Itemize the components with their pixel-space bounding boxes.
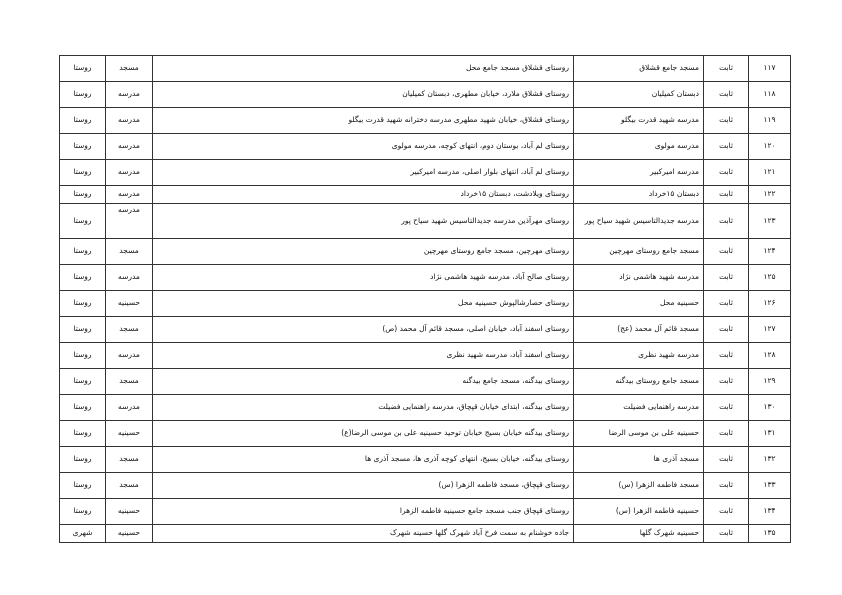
table-row xyxy=(60,473,791,499)
area-type-cell: روستا xyxy=(60,82,106,108)
place-name-cell: مسجد آذری ها xyxy=(574,447,704,473)
table-row xyxy=(60,82,791,108)
place-name-cell: مسجد قائم آل محمد (عج) xyxy=(574,317,704,343)
status-cell: ثابت xyxy=(704,447,749,473)
table-row xyxy=(60,204,791,239)
address-cell: روستای بیدگنه، مسجد جامع بیدگنه xyxy=(153,369,574,395)
status-cell: ثابت xyxy=(704,134,749,160)
address-cell: روستای قپچاق، مسجد فاطمه الزهرا (س) xyxy=(153,473,574,499)
row-number: ۱۱۸ xyxy=(749,82,791,108)
status-cell: ثابت xyxy=(704,291,749,317)
place-name-cell: مسجد فاطمه الزهرا (س) xyxy=(574,473,704,499)
place-type-cell: حسینیه xyxy=(106,291,153,317)
status-cell: ثابت xyxy=(704,82,749,108)
place-type-cell: مدرسه xyxy=(106,108,153,134)
place-name-cell: مسجد جامع قشلاق xyxy=(574,56,704,82)
place-type-cell: مسجد xyxy=(106,56,153,82)
area-type-cell: روستا xyxy=(60,56,106,82)
row-number: ۱۳۱ xyxy=(749,421,791,447)
address-cell: روستای صالح آباد، مدرسه شهید هاشمی نژاد xyxy=(153,265,574,291)
table-row xyxy=(60,525,791,543)
status-cell: ثابت xyxy=(704,499,749,525)
place-type-cell: مدرسه xyxy=(106,265,153,291)
place-type-cell: مسجد xyxy=(106,239,153,265)
row-number: ۱۳۰ xyxy=(749,395,791,421)
row-number: ۱۳۵ xyxy=(749,525,791,543)
place-type-cell: مدرسه xyxy=(106,343,153,369)
table-row xyxy=(60,447,791,473)
place-name-cell: دبستان کمیلیان xyxy=(574,82,704,108)
row-number: ۱۲۲ xyxy=(749,186,791,204)
row-number: ۱۲۹ xyxy=(749,369,791,395)
table-row xyxy=(60,369,791,395)
place-name-cell: مسجد جامع روستای مهرچین xyxy=(574,239,704,265)
status-cell: ثابت xyxy=(704,265,749,291)
row-number: ۱۳۳ xyxy=(749,473,791,499)
area-type-cell: روستا xyxy=(60,447,106,473)
table-row xyxy=(60,134,791,160)
area-type-cell: روستا xyxy=(60,343,106,369)
row-number: ۱۲۰ xyxy=(749,134,791,160)
place-type-cell: حسینیه xyxy=(106,499,153,525)
address-cell: روستای ویلادشت، دبستان ۱۵خرداد xyxy=(153,186,574,204)
row-number: ۱۲۸ xyxy=(749,343,791,369)
place-name-cell: مدرسه شهید هاشمی نژاد xyxy=(574,265,704,291)
status-cell: ثابت xyxy=(704,186,749,204)
place-type-cell: مدرسه xyxy=(106,82,153,108)
table-row xyxy=(60,56,791,82)
place-name-cell: مدرسه شهید نظری xyxy=(574,343,704,369)
address-cell: روستای لم آباد، بوستان دوم، انتهای کوچه، مدرسه مولوی xyxy=(153,134,574,160)
place-name-cell: دبستان ۱۵خرداد xyxy=(574,186,704,204)
row-number: ۱۱۹ xyxy=(749,108,791,134)
table-body xyxy=(60,56,791,543)
place-type-cell: مسجد xyxy=(106,317,153,343)
table-row xyxy=(60,108,791,134)
place-name-cell: مسجد جامع روستای بیدگنه xyxy=(574,369,704,395)
row-number: ۱۱۷ xyxy=(749,56,791,82)
address-cell: روستای اسفند آباد، مدرسه شهید نظری xyxy=(153,343,574,369)
row-number: ۱۲۵ xyxy=(749,265,791,291)
place-type-cell: مدرسه xyxy=(106,160,153,186)
place-type-cell: مسجد xyxy=(106,473,153,499)
row-number: ۱۳۲ xyxy=(749,447,791,473)
area-type-cell: روستا xyxy=(60,473,106,499)
area-type-cell: روستا xyxy=(60,239,106,265)
status-cell: ثابت xyxy=(704,369,749,395)
status-cell: ثابت xyxy=(704,56,749,82)
table-row xyxy=(60,499,791,525)
place-name-cell: حسینیه فاطمه الزهرا (س) xyxy=(574,499,704,525)
area-type-cell: روستا xyxy=(60,204,106,239)
table-row xyxy=(60,395,791,421)
area-type-cell: روستا xyxy=(60,265,106,291)
place-type-cell: مدرسه xyxy=(106,186,153,204)
table-row xyxy=(60,186,791,204)
address-cell: روستای قشلاق، خیابان شهید مطهری مدرسه دخترانه شهید قدرت بیگلو xyxy=(153,108,574,134)
table-row xyxy=(60,421,791,447)
status-cell: ثابت xyxy=(704,108,749,134)
area-type-cell: روستا xyxy=(60,291,106,317)
area-type-cell: روستا xyxy=(60,317,106,343)
row-number: ۱۲۷ xyxy=(749,317,791,343)
place-type-cell: حسینیه xyxy=(106,421,153,447)
status-cell: ثابت xyxy=(704,317,749,343)
area-type-cell: روستا xyxy=(60,108,106,134)
status-cell: ثابت xyxy=(704,343,749,369)
status-cell: ثابت xyxy=(704,395,749,421)
table-row xyxy=(60,160,791,186)
area-type-cell: روستا xyxy=(60,369,106,395)
place-type-cell: مدرسه xyxy=(106,395,153,421)
table-row xyxy=(60,343,791,369)
status-cell: ثابت xyxy=(704,421,749,447)
place-type-cell: حسینیه xyxy=(106,525,153,543)
address-cell: روستای مهرآذین مدرسه جدیدالتاسیس شهید سیاح پور xyxy=(153,204,574,239)
address-cell: جاده خوشنام به سمت فرخ آباد شهرک گلها حسینه شهرک xyxy=(153,525,574,543)
row-number: ۱۲۳ xyxy=(749,204,791,239)
area-type-cell: روستا xyxy=(60,421,106,447)
table-row xyxy=(60,265,791,291)
status-cell: ثابت xyxy=(704,473,749,499)
status-cell: ثابت xyxy=(704,204,749,239)
place-type-cell: مدرسه xyxy=(106,134,153,160)
place-name-cell: مدرسه امیرکبیر xyxy=(574,160,704,186)
place-name-cell: مدرسه مولوی xyxy=(574,134,704,160)
place-name-cell: حسینیه علی بن موسی الرضا xyxy=(574,421,704,447)
row-number: ۱۲۶ xyxy=(749,291,791,317)
place-type-cell: مدرسه xyxy=(106,204,153,239)
place-name-cell: مدرسه شهید قدرت بیگلو xyxy=(574,108,704,134)
place-name-cell: حسینیه شهرک گلها xyxy=(574,525,704,543)
status-cell: ثابت xyxy=(704,525,749,543)
address-cell: روستای قپچاق جنب مسجد جامع حسینیه فاطمه الزهرا xyxy=(153,499,574,525)
place-name-cell: مدرسه جدیدالتاسیس شهید سیاح پور xyxy=(574,204,704,239)
address-cell: روستای بیدگنه، خیابان بسیج، انتهای کوچه آذری ها، مسجد آذری ها xyxy=(153,447,574,473)
place-type-cell: مسجد xyxy=(106,447,153,473)
address-cell: روستای حصارشالپوش حسینیه محل xyxy=(153,291,574,317)
address-cell: روستای قشلاق ملارد، خیابان مطهری، دبستان کمیلیان xyxy=(153,82,574,108)
place-name-cell: مدرسه راهنمایی فضیلت xyxy=(574,395,704,421)
area-type-cell: روستا xyxy=(60,186,106,204)
table-row xyxy=(60,239,791,265)
address-cell: روستای مهرچین، مسجد جامع روستای مهرچین xyxy=(153,239,574,265)
area-type-cell: روستا xyxy=(60,499,106,525)
area-type-cell: روستا xyxy=(60,160,106,186)
row-number: ۱۳۴ xyxy=(749,499,791,525)
address-cell: روستای قشلاق مسجد جامع محل xyxy=(153,56,574,82)
locations-table xyxy=(59,55,791,543)
address-cell: روستای بیدگنه خیابان بسیج خیابان توحید حسینیه علی بن موسی الرضا(ع) xyxy=(153,421,574,447)
row-number: ۱۲۴ xyxy=(749,239,791,265)
address-cell: روستای بیدگنه، ابتدای خیابان قپچاق، مدرسه راهنمایی فضیلت xyxy=(153,395,574,421)
area-type-cell: روستا xyxy=(60,134,106,160)
address-cell: روستای اسفند آباد، خیابان اصلی، مسجد قائم آل محمد (ص) xyxy=(153,317,574,343)
address-cell: روستای لم آباد، انتهای بلوار اصلی، مدرسه امیرکبیر xyxy=(153,160,574,186)
table-row xyxy=(60,291,791,317)
area-type-cell: روستا xyxy=(60,395,106,421)
row-number: ۱۲۱ xyxy=(749,160,791,186)
table-row xyxy=(60,317,791,343)
place-type-cell: مسجد xyxy=(106,369,153,395)
status-cell: ثابت xyxy=(704,239,749,265)
area-type-cell: شهری xyxy=(60,525,106,543)
place-name-cell: حسینیه محل xyxy=(574,291,704,317)
status-cell: ثابت xyxy=(704,160,749,186)
